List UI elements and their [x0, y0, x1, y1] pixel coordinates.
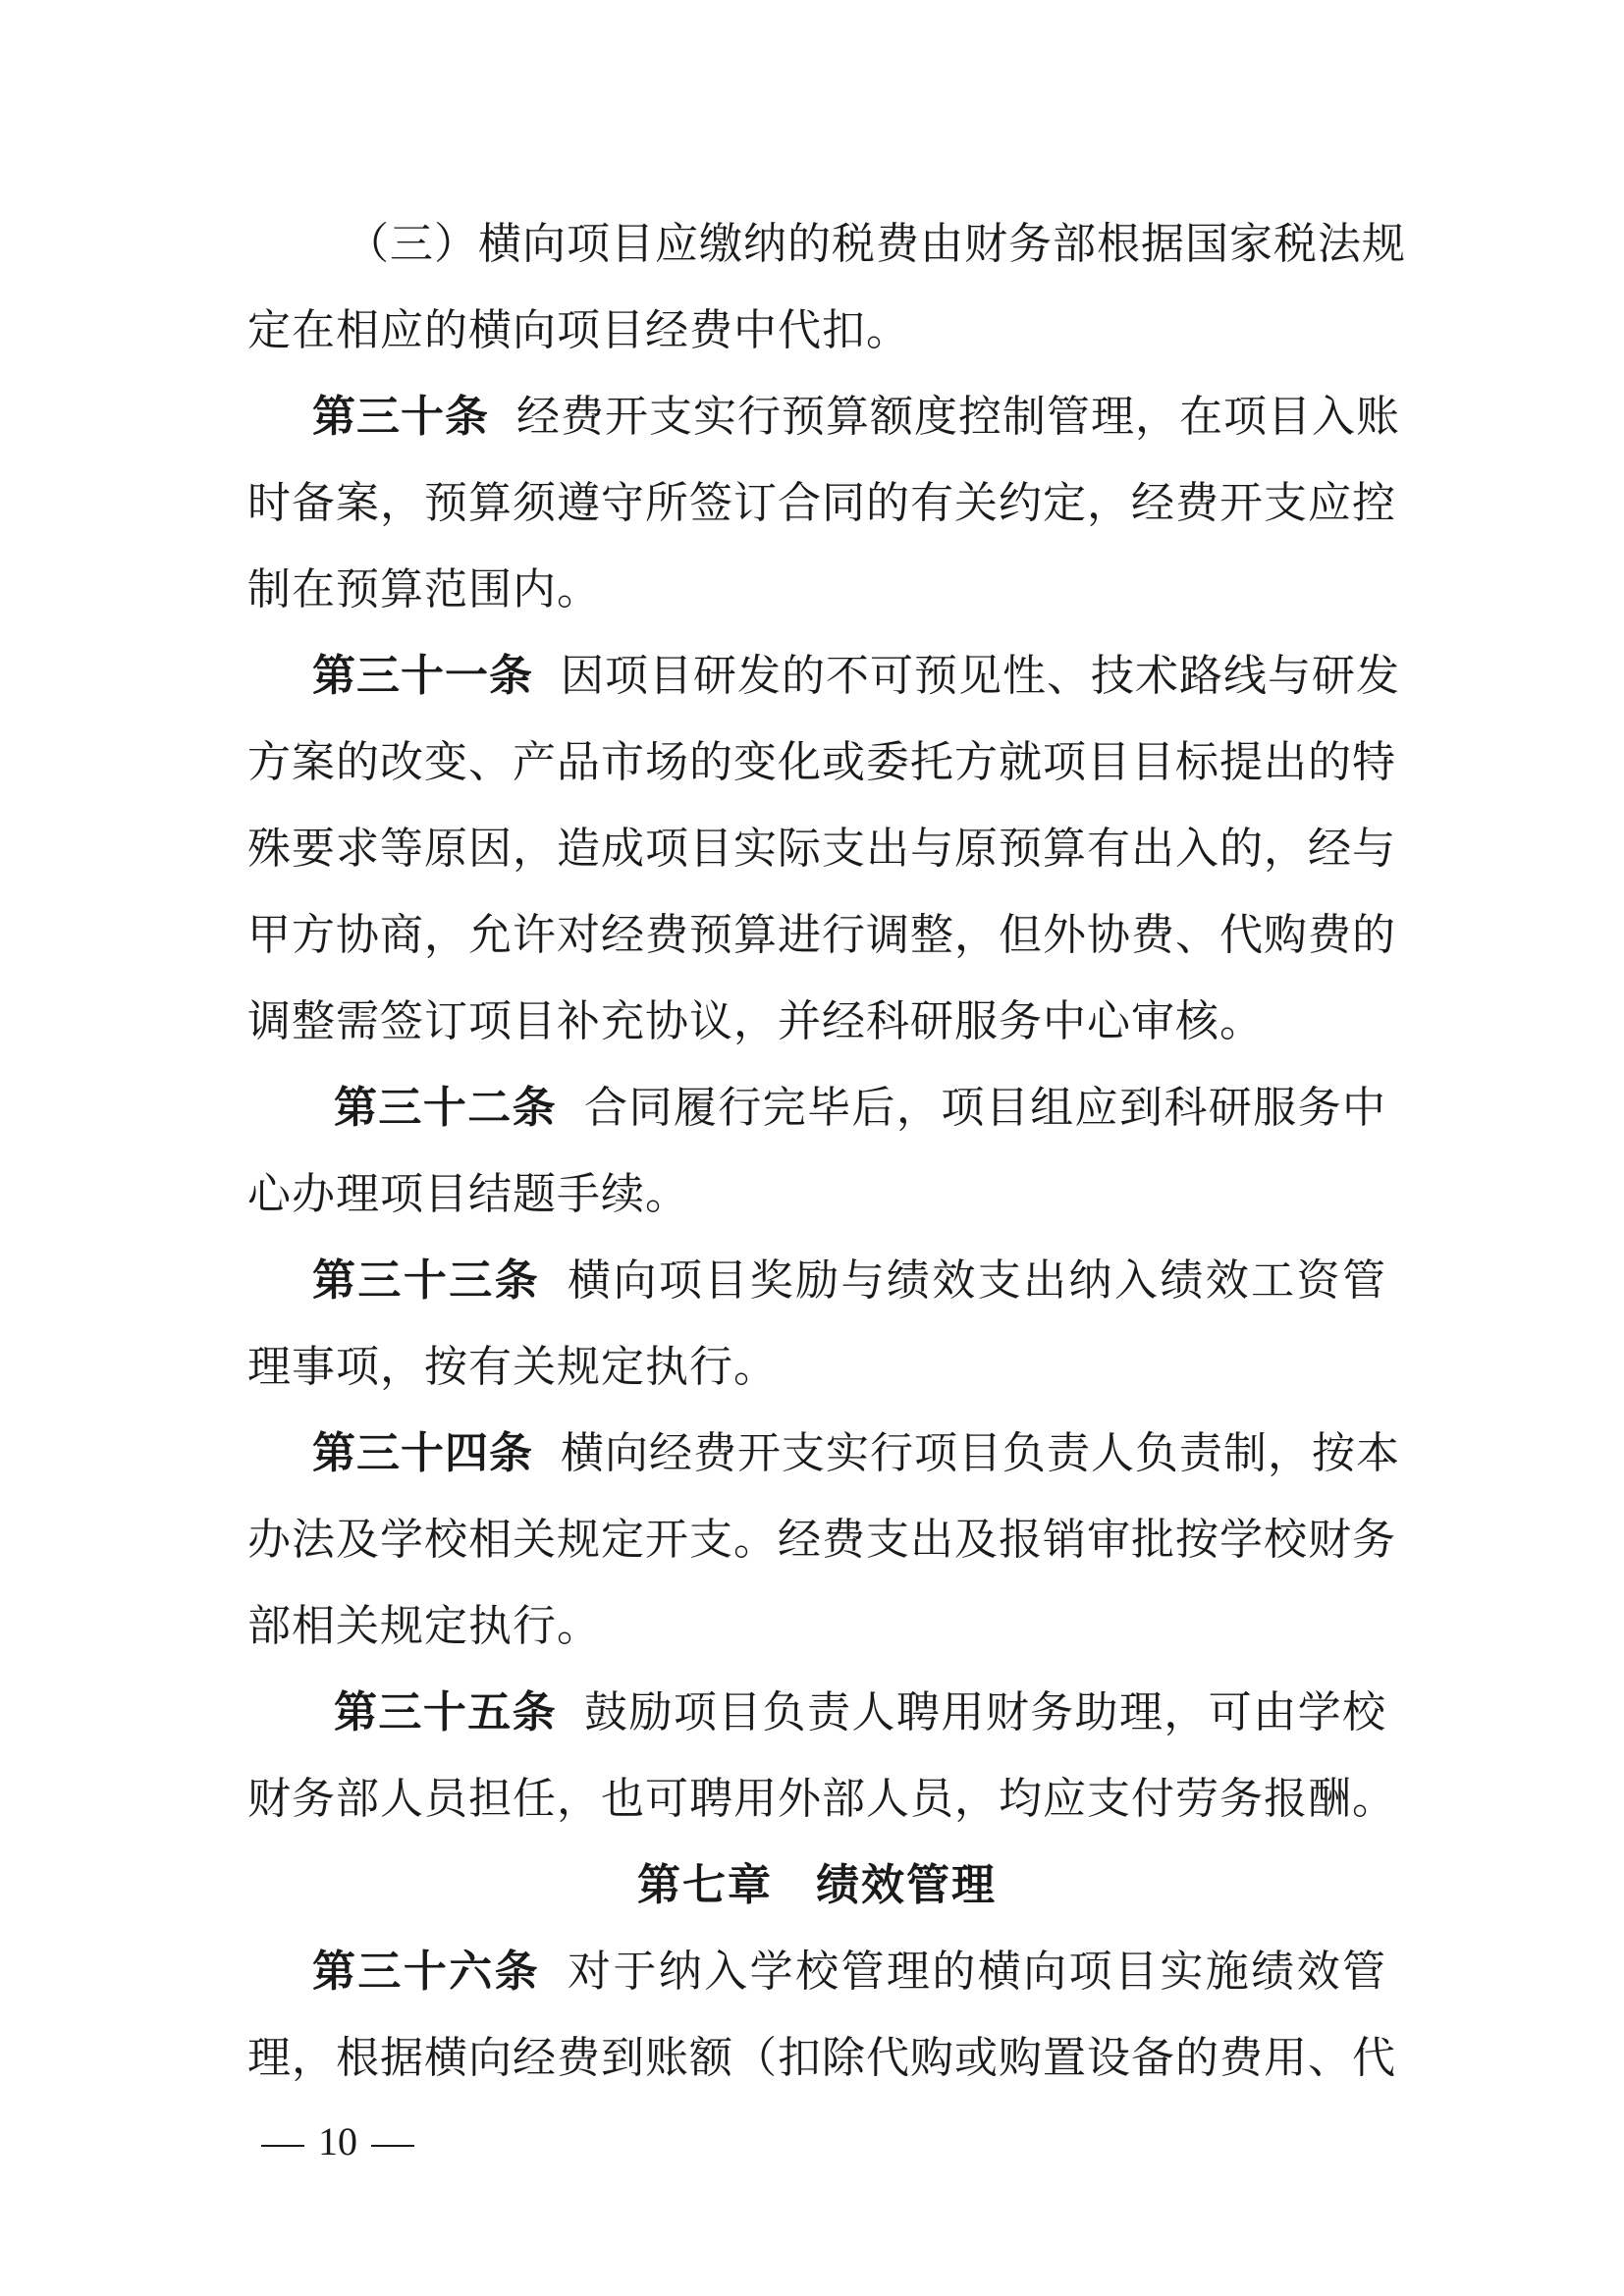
article-34-line	[247, 1411, 1400, 1497]
article-31-line	[247, 633, 1400, 720]
paragraph-text: （三）横向项目应缴纳的税费由财务部根据国家税法规	[346, 219, 1406, 269]
article-35-line	[247, 1670, 1386, 1756]
article-label: 第三十四条	[312, 1428, 533, 1478]
paragraph-text: 制在预算范围内。	[247, 564, 601, 614]
paragraph-line	[247, 1151, 1386, 1238]
article-label: 第三十条	[312, 392, 489, 442]
paragraph-text: 对于纳入学校管理的横向项目实施绩效管	[568, 1947, 1386, 1997]
article-33-line	[247, 1238, 1386, 1324]
paragraph-line	[247, 201, 1406, 288]
article-label: 第三十五条	[334, 1687, 558, 1737]
paragraph-line	[247, 720, 1396, 806]
paragraph-text: 因项目研发的不可预见性、技术路线与研发	[561, 651, 1400, 701]
chapter-number: 第七章	[637, 1860, 773, 1910]
paragraph-text: 心办理项目结题手续。	[247, 1169, 689, 1219]
paragraph-line	[247, 979, 1386, 1065]
paragraph-line	[247, 460, 1396, 547]
paragraph-line	[247, 806, 1396, 892]
paragraph-text: 定在相应的横向项目经费中代扣。	[247, 305, 910, 355]
document-page	[247, 201, 1406, 2102]
paragraph-text: 部相关规定执行。	[247, 1601, 601, 1651]
paragraph-line	[247, 288, 1386, 374]
paragraph-line	[247, 547, 1386, 633]
article-label: 第三十一条	[312, 651, 533, 701]
paragraph-line	[247, 1583, 1386, 1670]
article-32-line	[247, 1065, 1386, 1151]
article-label: 第三十六条	[312, 1947, 541, 1997]
paragraph-text: 理事项，按有关规定执行。	[247, 1342, 778, 1392]
paragraph-text: 合同履行完毕后，项目组应到科研服务中	[584, 1083, 1386, 1133]
footer-dash-left	[261, 2145, 304, 2147]
paragraph-text: 殊要求等原因，造成项目实际支出与原预算有出入的，经与	[247, 824, 1396, 874]
paragraph-text: 横向项目奖励与绩效支出纳入绩效工资管	[568, 1255, 1386, 1306]
paragraph-text: 理，根据横向经费到账额（扣除代购或购置设备的费用、代	[247, 2033, 1396, 2083]
paragraph-line	[247, 2015, 1396, 2102]
page-number: 10	[318, 2119, 357, 2163]
paragraph-text: 经费开支实行预算额度控制管理，在项目入账	[516, 392, 1400, 442]
paragraph-line	[247, 1756, 1396, 1842]
chapter-title: 绩效管理	[816, 1860, 997, 1910]
paragraph-line	[247, 1324, 1386, 1411]
paragraph-text: 甲方协商，允许对经费预算进行调整，但外协费、代购费的	[247, 910, 1396, 960]
paragraph-text: 财务部人员担任，也可聘用外部人员，均应支付劳务报酬。	[247, 1774, 1396, 1824]
article-30-line	[247, 374, 1400, 460]
paragraph-text: 时备案，预算须遵守所签订合同的有关约定，经费开支应控	[247, 478, 1396, 528]
paragraph-text: 鼓励项目负责人聘用财务助理，可由学校	[584, 1687, 1386, 1737]
article-36-line	[247, 1929, 1386, 2015]
footer-dash-right	[371, 2145, 414, 2147]
paragraph-text: 办法及学校相关规定开支。经费支出及报销审批按学校财务	[247, 1515, 1396, 1565]
paragraph-text: 横向经费开支实行项目负责人负责制，按本	[561, 1428, 1400, 1478]
page-footer	[247, 2112, 428, 2171]
article-label: 第三十二条	[334, 1083, 558, 1133]
paragraph-line	[247, 892, 1396, 979]
article-label: 第三十三条	[312, 1255, 541, 1306]
paragraph-text: 调整需签订项目补充协议，并经科研服务中心审核。	[247, 996, 1264, 1046]
paragraph-text: 方案的改变、产品市场的变化或委托方就项目目标提出的特	[247, 737, 1396, 787]
paragraph-line	[247, 1497, 1396, 1583]
chapter-heading	[247, 1842, 1386, 1929]
